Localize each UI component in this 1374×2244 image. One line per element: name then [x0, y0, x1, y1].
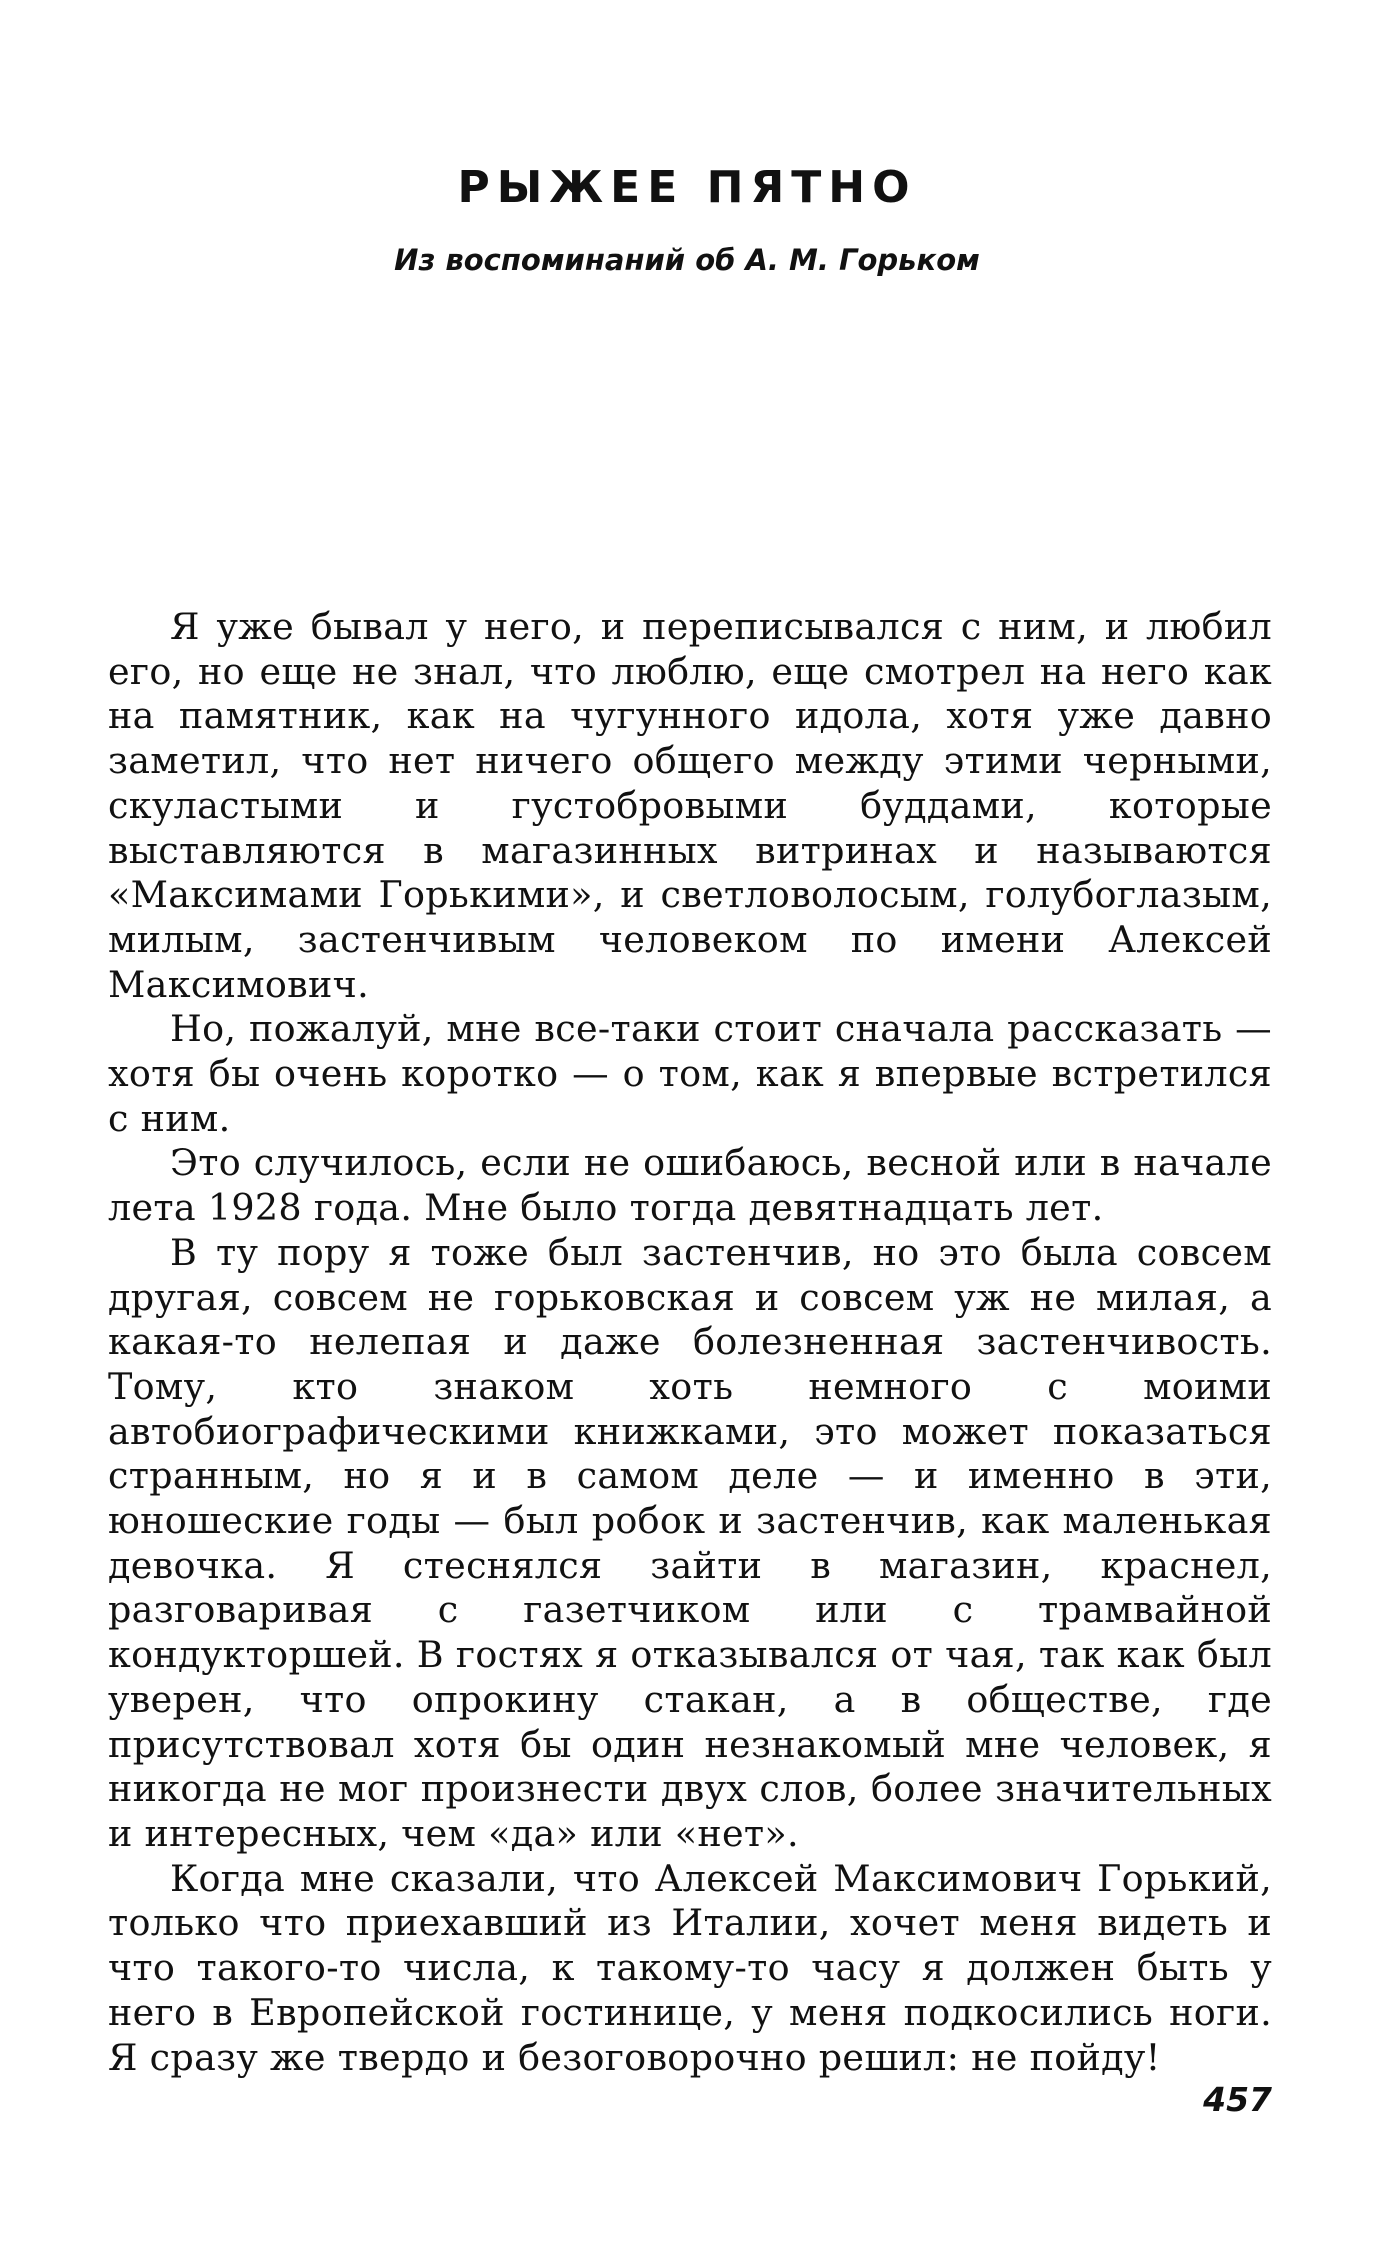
chapter-title: РЫЖЕЕ ПЯТНО	[457, 162, 917, 213]
paragraph-1: Я уже бывал у него, и переписывался с ним, и любил его, но еще не знал, что люблю, еще смотрел на него как на памятник, как на чугунного идола, хотя уже давно заметил, что нет ничего общего между этими черными, скуластыми и густобровыми буддами, которые выставляются в магазинных витринах и называются «Максимами Горькими», и светловолосым, голубоглазым, милым, застенчивым человеком по имени Алексей Максимович.	[108, 605, 1272, 1006]
paragraph-2: Но, пожалуй, мне все-таки стоит сначала рассказать — хотя бы очень коротко — о том, как я впервые встретился с ним.	[108, 1007, 1272, 1140]
chapter-subtitle: Из воспоминаний об А. М. Горьком	[394, 243, 980, 277]
body-text	[108, 605, 1272, 2080]
page-number: 457	[1203, 2080, 1272, 2119]
paragraph-5: Когда мне сказали, что Алексей Максимович Горький, только что приехавший из Италии, хочет меня видеть и что такого-то числа, к такому-то часу я должен быть у него в Европейской гостинице, у меня подкосились ноги. Я сразу же твердо и безоговорочно решил: не пойду!	[108, 1856, 1272, 2079]
paragraph-4: В ту пору я тоже был застенчив, но это была совсем другая, совсем не горьковская и совсем уж не милая, а какая-то нелепая и даже болезненная застенчивость. Тому, кто знаком хоть немного с моими автобиографическими книжками, это может показаться странным, но я и в самом деле — и именно в эти, юношеские годы — был робок и застенчив, как маленькая девочка. Я стеснялся зайти в магазин, краснел, разговаривая с газетчиком или с трамвайной кондукторшей. В гостях я отказывался от чая, так как был уверен, что опрокину стакан, а в обществе, где присутствовал хотя бы один незнакомый мне человек, я никогда не мог произнести двух слов, более значительных и интересных, чем «да» или «нет».	[108, 1230, 1272, 1855]
paragraph-3: Это случилось, если не ошибаюсь, весной или в начале лета 1928 года. Мне было тогда девятнадцать лет.	[108, 1141, 1272, 1230]
